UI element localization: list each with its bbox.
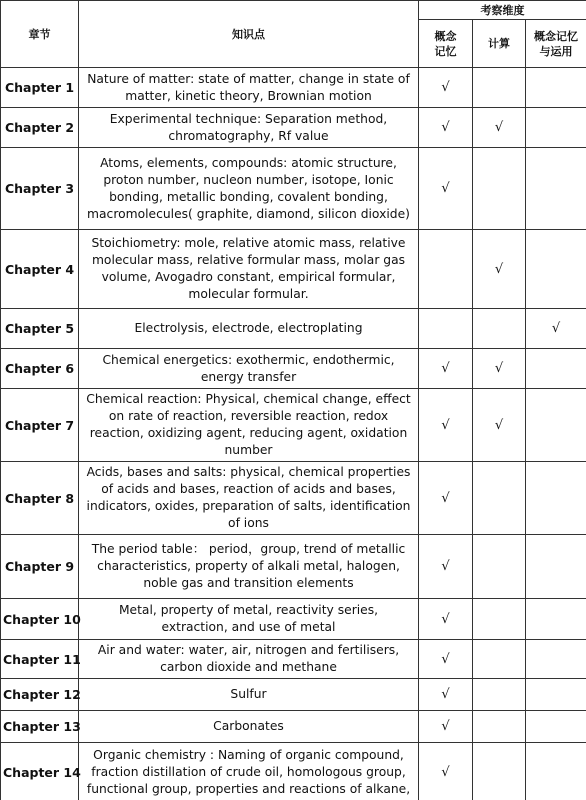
concept-memory-mark: √	[419, 68, 473, 108]
concept-memory-mark: √	[419, 679, 473, 711]
concept-memory-mark: √	[419, 599, 473, 640]
table-row	[1, 599, 586, 640]
calculation-mark: √	[473, 349, 526, 389]
concept-apply-mark	[526, 462, 586, 535]
calculation-mark	[473, 679, 526, 711]
table-row	[1, 743, 586, 800]
table-row	[1, 535, 586, 599]
table-row	[1, 309, 586, 349]
concept-apply-mark	[526, 599, 586, 640]
knowledge-point-cell: Acids, bases and salts: physical, chemical properties of acids and bases, reaction of acids and bases, indicators, oxides, preparation of salts, identification of ions	[79, 462, 419, 535]
header-concept-apply: 概念记忆 与运用	[526, 20, 586, 68]
table-row	[1, 68, 586, 108]
concept-apply-mark	[526, 389, 586, 462]
concept-memory-mark: √	[419, 535, 473, 599]
knowledge-point-cell: Air and water: water, air, nitrogen and fertilisers, carbon dioxide and methane	[79, 640, 419, 679]
calculation-mark	[473, 148, 526, 230]
calculation-mark	[473, 640, 526, 679]
knowledge-point-cell: Organic chemistry : Naming of organic compound, fraction distillation of crude oil, homologous group, functional group, properties and reactions of alkane,	[79, 743, 419, 800]
header-calculation: 计算	[473, 20, 526, 68]
table-row	[1, 148, 586, 230]
concept-apply-mark	[526, 535, 586, 599]
calculation-mark	[473, 462, 526, 535]
chapter-cell: Chapter 6	[1, 349, 79, 389]
knowledge-point-cell: Electrolysis, electrode, electroplating	[79, 309, 419, 349]
chapter-cell: Chapter 3	[1, 148, 79, 230]
concept-memory-mark: √	[419, 349, 473, 389]
header-concept-memory: 概念 记忆	[419, 20, 473, 68]
table-row	[1, 349, 586, 389]
knowledge-point-cell: Carbonates	[79, 711, 419, 743]
table-row	[1, 462, 586, 535]
table-row	[1, 679, 586, 711]
concept-apply-mark	[526, 349, 586, 389]
chapter-cell: Chapter 2	[1, 108, 79, 148]
table-row	[1, 389, 586, 462]
knowledge-point-cell: Metal, property of metal, reactivity series, extraction, and use of metal	[79, 599, 419, 640]
concept-apply-mark	[526, 640, 586, 679]
concept-apply-mark	[526, 711, 586, 743]
header-dimensions: 考察维度	[419, 1, 586, 20]
chapter-cell: Chapter 14	[1, 743, 79, 800]
concept-memory-mark: √	[419, 711, 473, 743]
chapter-cell: Chapter 10	[1, 599, 79, 640]
calculation-mark	[473, 68, 526, 108]
knowledge-point-cell: The period table： period，group, trend of metallic characteristics, property of alkali metal, halogen, noble gas and transition elements	[79, 535, 419, 599]
concept-apply-mark	[526, 743, 586, 800]
concept-memory-mark	[419, 309, 473, 349]
concept-memory-mark: √	[419, 462, 473, 535]
chapter-cell: Chapter 7	[1, 389, 79, 462]
calculation-mark	[473, 743, 526, 800]
concept-apply-mark	[526, 148, 586, 230]
calculation-mark: √	[473, 389, 526, 462]
calculation-mark: √	[473, 230, 526, 309]
concept-memory-mark: √	[419, 108, 473, 148]
knowledge-point-cell: Stoichiometry: mole, relative atomic mass, relative molecular mass, relative formular mass, molar gas volume, Avogadro constant, empirical formular, molecular formular.	[79, 230, 419, 309]
concept-memory-mark: √	[419, 743, 473, 800]
table-row	[1, 108, 586, 148]
header-chapter: 章节	[1, 1, 79, 68]
concept-memory-mark: √	[419, 148, 473, 230]
chapter-cell: Chapter 1	[1, 68, 79, 108]
chapter-cell: Chapter 12	[1, 679, 79, 711]
concept-apply-mark: √	[526, 309, 586, 349]
calculation-mark	[473, 711, 526, 743]
calculation-mark	[473, 599, 526, 640]
chapter-cell: Chapter 8	[1, 462, 79, 535]
table-row	[1, 230, 586, 309]
calculation-mark	[473, 309, 526, 349]
knowledge-point-cell: Atoms, elements, compounds: atomic structure, proton number, nucleon number, isotope, Ionic bonding, metallic bonding, covalent bonding, macromolecules( graphite, diamond, silicon dioxide)	[79, 148, 419, 230]
table-row	[1, 640, 586, 679]
knowledge-point-cell: Chemical reaction: Physical, chemical change, effect on rate of reaction, reversible reaction, redox reaction, oxidizing agent, reducing agent, oxidation number	[79, 389, 419, 462]
calculation-mark: √	[473, 108, 526, 148]
concept-apply-mark	[526, 108, 586, 148]
table-body	[1, 68, 586, 800]
calculation-mark	[473, 535, 526, 599]
knowledge-point-cell: Chemical energetics: exothermic, endothermic, energy transfer	[79, 349, 419, 389]
concept-apply-mark	[526, 230, 586, 309]
header-knowledge-points: 知识点	[79, 1, 419, 68]
concept-memory-mark	[419, 230, 473, 309]
chapter-cell: Chapter 13	[1, 711, 79, 743]
chapter-cell: Chapter 5	[1, 309, 79, 349]
knowledge-point-cell: Nature of matter: state of matter, change in state of matter, kinetic theory, Brownian motion	[79, 68, 419, 108]
chapter-cell: Chapter 9	[1, 535, 79, 599]
concept-memory-mark: √	[419, 640, 473, 679]
concept-apply-mark	[526, 68, 586, 108]
knowledge-point-cell: Experimental technique: Separation method, chromatography, Rf value	[79, 108, 419, 148]
chapter-cell: Chapter 11	[1, 640, 79, 679]
table-row	[1, 711, 586, 743]
concept-apply-mark	[526, 679, 586, 711]
concept-memory-mark: √	[419, 389, 473, 462]
knowledge-point-cell: Sulfur	[79, 679, 419, 711]
chapter-cell: Chapter 4	[1, 230, 79, 309]
